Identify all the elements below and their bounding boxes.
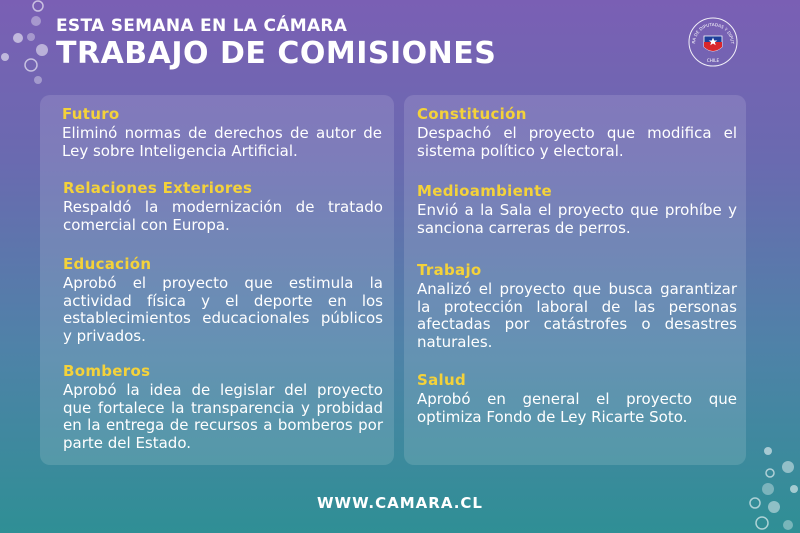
item-body: Aprobó el proyecto que estimula la actividad física y el deporte en los establecimientos educacionales públicos y privados.: [63, 274, 383, 345]
page-title: TRABAJO DE COMISIONES: [56, 36, 497, 71]
item-medioambiente: [417, 182, 737, 237]
item-body: Aprobó la idea de legislar del proyecto que fortalece la transparencia y probidad en la entrega de recursos a bomberos por parte del Estado.: [63, 381, 383, 452]
item-constitucion: [417, 105, 737, 160]
item-title: Salud: [417, 371, 466, 389]
item-salud: [417, 371, 737, 426]
svg-text:CÁMARA DE DIPUTADAS Y DIPUTADO: RA DE DIPUTADAS Y DIPUT: [690, 21, 736, 44]
item-title: Futuro: [62, 105, 120, 123]
item-body: Analizó el proyecto que busca garantizar la protección laboral de las personas afectadas por catástrofes o desastres naturales.: [417, 280, 737, 351]
item-body: Despachó el proyecto que modifica el sistema político y electoral.: [417, 124, 737, 160]
item-title: Trabajo: [417, 261, 482, 279]
svg-text:CHILE: CHILE: [706, 58, 720, 63]
camara-logo: [687, 16, 739, 68]
footer-url[interactable]: WWW.CAMARA.CL: [317, 494, 483, 512]
decorative-bubbles-top-left: [0, 0, 60, 90]
item-body: Aprobó en general el proyecto que optimiza Fondo de Ley Ricarte Soto.: [417, 390, 737, 426]
item-body: Envió a la Sala el proyecto que prohíbe y sanciona carreras de perros.: [417, 201, 737, 237]
item-title: Relaciones Exteriores: [63, 179, 253, 197]
item-relaciones-exteriores: [63, 179, 383, 234]
header-kicker: ESTA SEMANA EN LA CÁMARA: [56, 16, 348, 36]
item-title: Constitución: [417, 105, 527, 123]
item-body: Respaldó la modernización de tratado comercial con Europa.: [63, 198, 383, 234]
item-futuro: [62, 105, 382, 160]
item-educacion: [63, 255, 383, 345]
item-trabajo: [417, 261, 737, 351]
item-title: Educación: [63, 255, 152, 273]
item-title: Bomberos: [63, 362, 151, 380]
decorative-bubbles-bottom-right: [740, 443, 800, 533]
item-bomberos: [63, 362, 383, 452]
item-title: Medioambiente: [417, 182, 553, 200]
item-body: Eliminó normas de derechos de autor de Ley sobre Inteligencia Artificial.: [62, 124, 382, 160]
